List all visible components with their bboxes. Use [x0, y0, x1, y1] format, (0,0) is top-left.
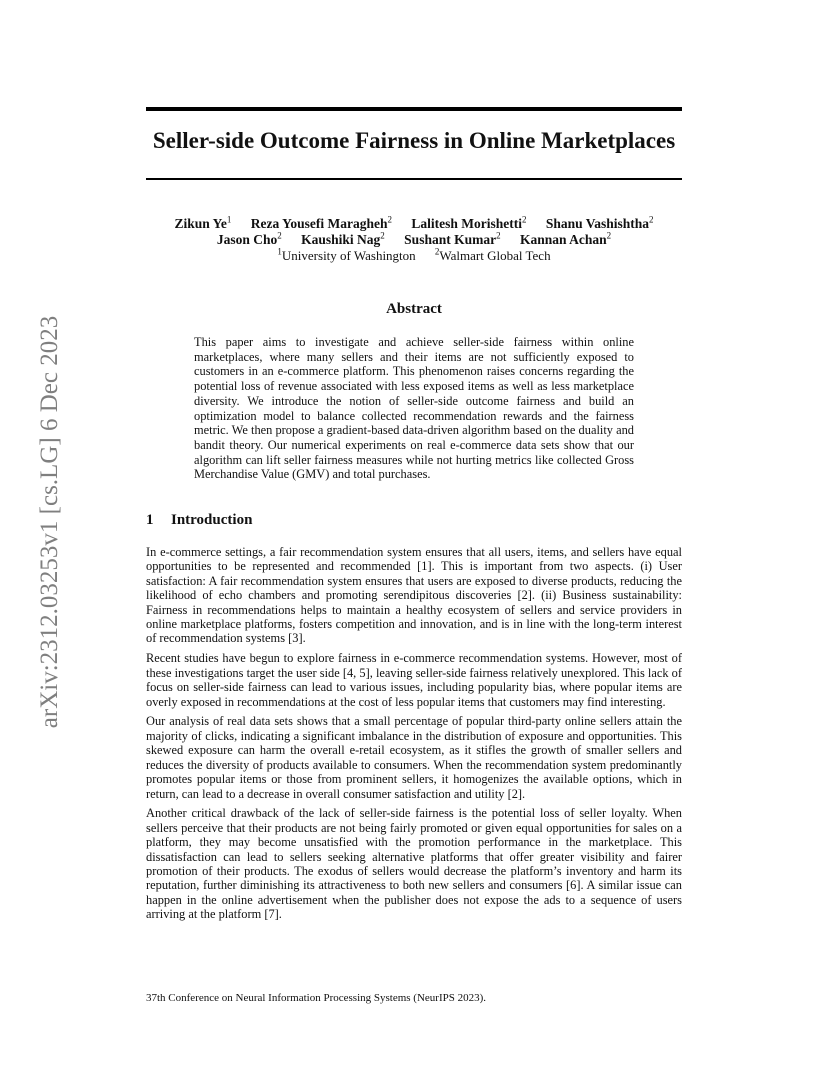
abstract-text: This paper aims to investigate and achieve seller-side fairness within online marketplaces, where many sellers and their items are not sufficiently exposed to customers in an e-commerce platform. This phenomenon raises concerns regarding the potential loss of revenue associated with less exposed items as well as less marketplace diversity. We introduce the notion of seller-side outcome fairness and build an optimization model to balance collected recommendation rewards and the fairness metric. We then propose a gradient-based data-driven algorithm based on the duality and bandit theory. Our numerical experiments on real e-commerce data sets show that our algorithm can lift seller fairness measures while not hurting metrics like collected Gross Merchandise Value (GMV) and total purchases.: [194, 335, 634, 482]
paragraph: Our analysis of real data sets shows that a small percentage of popular third-party online sellers attain the majority of clicks, indicating a significant imbalance in the distribution of exposure and opportunities. This skewed exposure can harm the overall e-retail ecosystem, as it stifles the growth of smaller sellers and reduces the diversity of products available to consumers. When the recommendation system predominantly promotes popular items or those from prominent sellers, it homogenizes the available options, which in return, can lead to a decrease in overall consumer satisfaction and utility [2].: [146, 714, 682, 801]
author: Zikun Ye$^1$: [174, 214, 232, 231]
affiliations: [146, 248, 682, 264]
author-line-1: [146, 216, 682, 232]
author: Kannan Achan$^2$: [519, 230, 612, 247]
paragraph: Recent studies have begun to explore fairness in e-commerce recommendation systems. However, most of these investigations target the user side [4, 5], leaving seller-side fairness relatively unexplored. This lack of focus on seller-side fairness can lead to various issues, including popularity bias, where popular items are overly exposed in recommendations at the cost of less popular items that customers may find interesting.: [146, 651, 682, 709]
paragraph: In e-commerce settings, a fair recommendation system ensures that all users, items, and sellers have equal opportunities to be represented and recommended [1]. This is important from two aspects. (i) User satisfaction: A fair recommendation system ensures that users are exposed to diverse products, reducing the likelihood of echo chambers and promoting serendipitous discoveries [2]. (ii) Business sustainability: Fairness in recommendations helps to maintain a healthy ecosystem of sellers and service providers in online marketplace platforms, fosters competition and innovation, and is in line with the long-term interest of recommendation systems [3].: [146, 545, 682, 646]
title-rule-bottom: [146, 178, 682, 180]
abstract-heading: Abstract: [386, 301, 442, 317]
paper-title: Seller-side Outcome Fairness in Online Marketplaces: [152, 128, 676, 153]
section-heading: [146, 512, 252, 529]
title-rule-top: [146, 107, 682, 111]
author-line-2: [146, 232, 682, 248]
author: Jason Cho$^2$: [216, 230, 282, 247]
author: Lalitesh Morishetti$^2$: [411, 214, 527, 231]
affiliation: $^2$Walmart Global Tech: [434, 246, 551, 263]
conference-footnote: 37th Conference on Neural Information Processing Systems (NeurIPS 2023).: [146, 992, 487, 1004]
author: Kaushiki Nag$^2$: [301, 230, 385, 247]
section-number: 1: [146, 512, 154, 528]
affiliation: $^1$University of Washington: [277, 246, 416, 263]
author: Shanu Vashishtha$^2$: [545, 214, 654, 231]
paragraph: Another critical drawback of the lack of seller-side fairness is the potential loss of seller loyalty. When sellers perceive that their products are not being fairly promoted or given equal opportunities for sales on a platform, they may become unsatisfied with the promotion performance in the marketplace. This dissatisfaction can lead to sellers seeking alternative platforms that offer greater visibility and fairer promotion of their products. The exodus of sellers would decrease the platform’s inventory and harm its reputation, further diminishing its attractiveness to both new sellers and consumers [6]. A similar issue can happen in the online advertisement when the publisher does not expose the ads to a sequence of users arriving at the platform [7].: [146, 806, 682, 922]
introduction-body: [146, 545, 682, 927]
arxiv-identifier-stamp: arXiv:2312.03253v1 [cs.LG] 6 Dec 2023: [36, 315, 63, 729]
author: Reza Yousefi Maragheh$^2$: [250, 214, 392, 231]
author: Sushant Kumar$^2$: [404, 230, 501, 247]
section-title: Introduction: [171, 512, 253, 528]
